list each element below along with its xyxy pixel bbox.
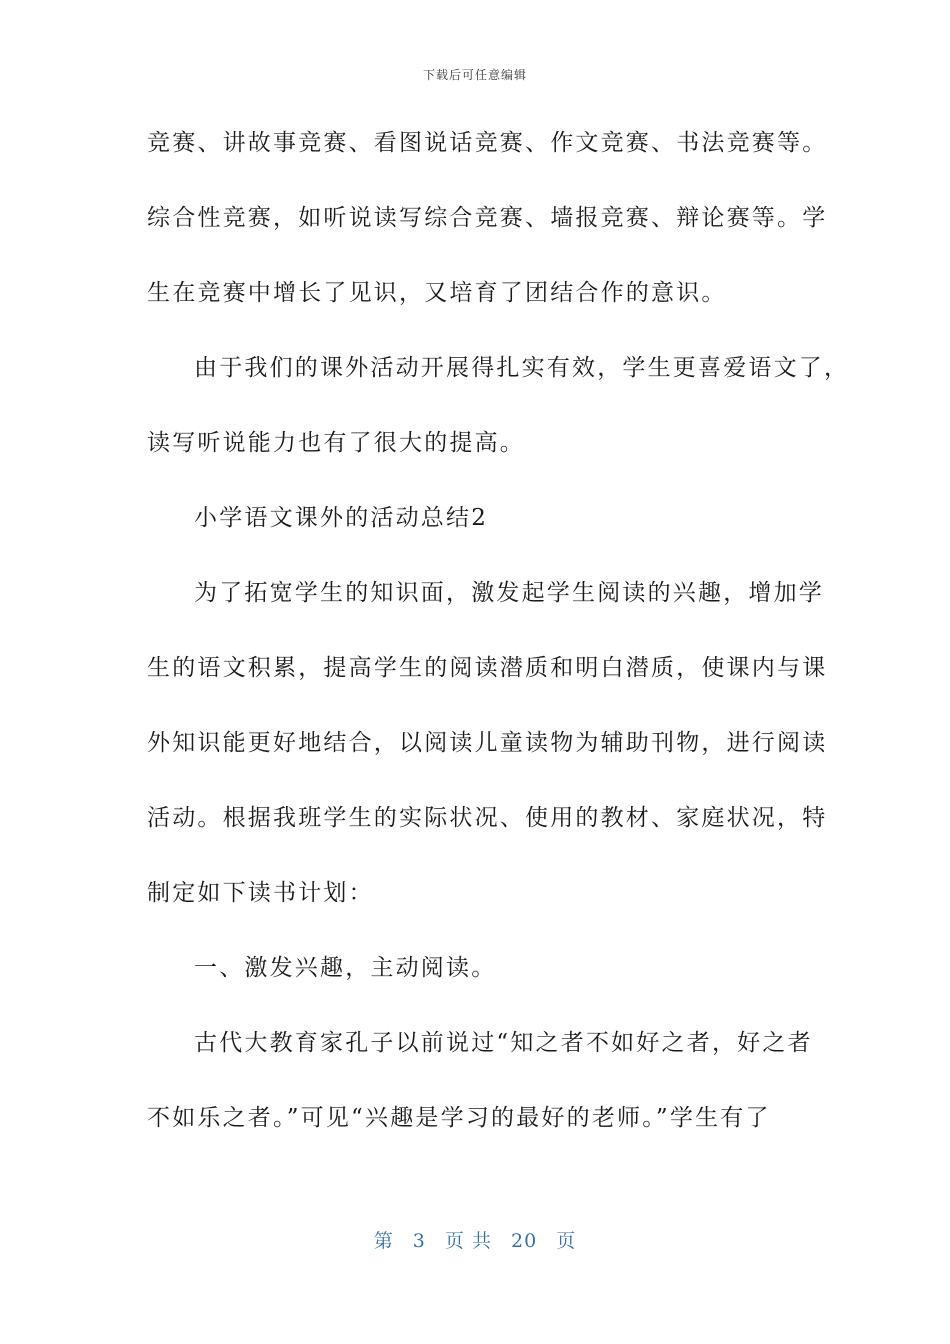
text-line-3: 生在竞赛中增长了见识，又培育了团结合作的意识。 — [147, 280, 727, 306]
footer-page-number: 3 — [412, 1230, 426, 1252]
text-line-11: 制定如下读书计划： — [147, 880, 374, 906]
text-line-5: 读写听说能力也有了很大的提高。 — [147, 430, 525, 456]
text-line-8: 生的语文积累，提高学生的阅读潜质和明白潜质，使课内与课 — [147, 655, 828, 681]
text-line-10: 活动。根据我班学生的实际状况、使用的教材、家庭状况，特 — [147, 805, 828, 831]
subheading: 一、激发兴趣，主动阅读。 — [194, 955, 497, 981]
footer-middle: 页 共 — [444, 1230, 492, 1252]
section-title: 小学语文课外的活动总结2 — [194, 505, 489, 531]
page-footer — [0, 1226, 950, 1253]
text-line-4: 由于我们的课外活动开展得扎实有效，学生更喜爱语文了， — [194, 355, 850, 381]
text-line-9: 外知识能更好地结合，以阅读儿童读物为辅助刊物，进行阅读 — [147, 730, 828, 756]
footer-prefix: 第 — [373, 1230, 394, 1252]
footer-suffix: 页 — [556, 1230, 577, 1252]
text-line-1: 竞赛、讲故事竞赛、看图说话竞赛、作文竞赛、书法竞赛等。 — [147, 130, 828, 156]
text-line-7: 为了拓宽学生的知识面，激发起学生阅读的兴趣，增加学 — [194, 580, 824, 606]
text-line-14: 不如乐之者。”可见“兴趣是学习的最好的老师。”学生有了 — [147, 1105, 771, 1131]
text-line-13: 古代大教育家孔子以前说过“知之者不如好之者，好之者 — [194, 1030, 813, 1056]
page-header-note: 下载后可任意编辑 — [422, 68, 527, 82]
footer-total-pages: 20 — [511, 1230, 538, 1252]
text-line-2: 综合性竞赛，如听说读写综合竞赛、墙报竞赛、辩论赛等。学 — [147, 205, 828, 231]
